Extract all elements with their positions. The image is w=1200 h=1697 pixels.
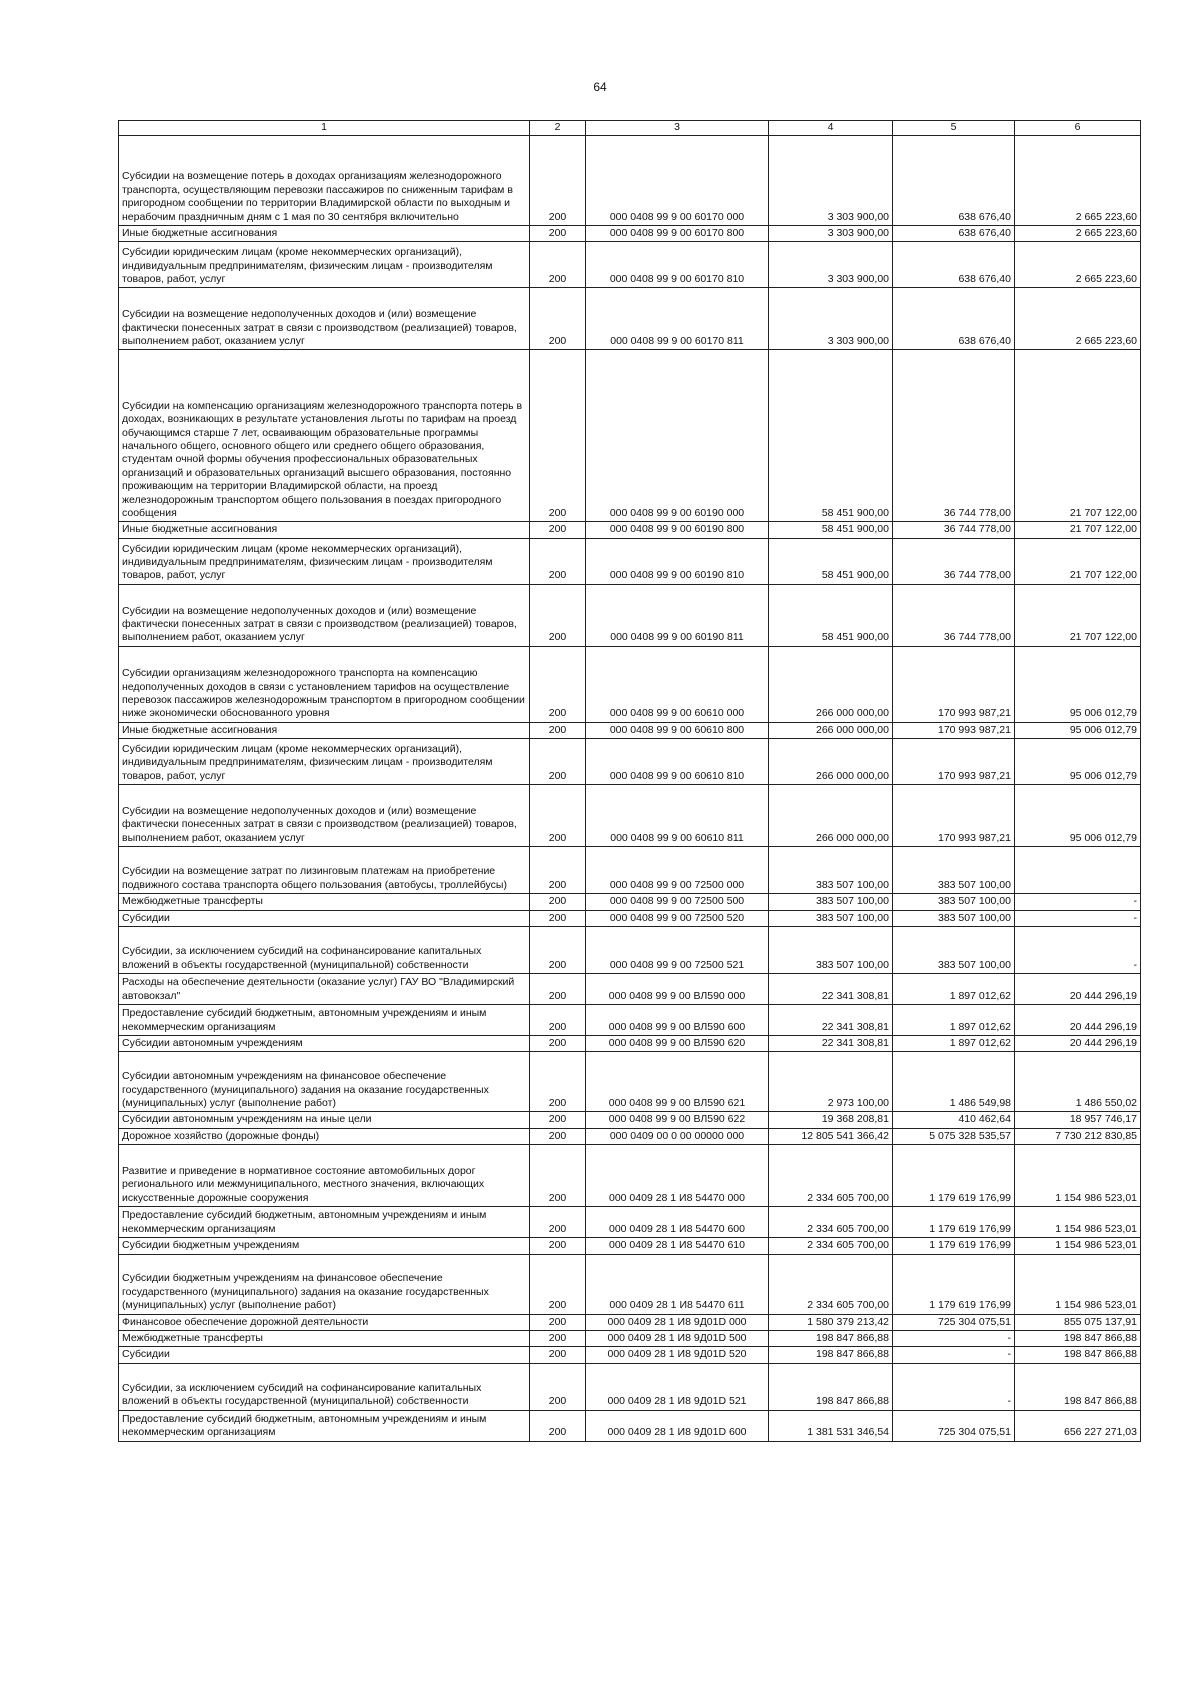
row-classification-code: 000 0408 99 9 00 ВЛ590 000 xyxy=(586,974,769,1005)
row-executed-amount: 383 507 100,00 xyxy=(893,927,1015,974)
table-row xyxy=(119,584,1141,646)
row-approved-amount: 266 000 000,00 xyxy=(769,785,893,847)
table-row xyxy=(119,1036,1141,1052)
row-unexecuted-amount: 20 444 296,19 xyxy=(1015,974,1141,1005)
row-approved-amount: 3 303 900,00 xyxy=(769,242,893,288)
row-admin-code: 200 xyxy=(530,136,586,226)
row-admin-code: 200 xyxy=(530,927,586,974)
row-unexecuted-amount: 198 847 866,88 xyxy=(1015,1363,1141,1410)
row-classification-code: 000 0408 99 9 00 72500 520 xyxy=(586,910,769,926)
row-unexecuted-amount: 1 486 550,02 xyxy=(1015,1052,1141,1112)
row-approved-amount: 198 847 866,88 xyxy=(769,1331,893,1347)
row-description: Субсидии бюджетным учреждениям xyxy=(119,1238,530,1254)
row-classification-code: 000 0408 99 9 00 ВЛ590 622 xyxy=(586,1112,769,1128)
row-description: Субсидии автономным учреждениям xyxy=(119,1036,530,1052)
row-unexecuted-amount: 95 006 012,79 xyxy=(1015,722,1141,738)
row-unexecuted-amount: 95 006 012,79 xyxy=(1015,646,1141,722)
table-row xyxy=(119,226,1141,242)
row-classification-code: 000 0408 99 9 00 60610 811 xyxy=(586,785,769,847)
row-unexecuted-amount: 21 707 122,00 xyxy=(1015,538,1141,584)
row-approved-amount: 12 805 541 366,42 xyxy=(769,1128,893,1144)
row-approved-amount: 58 451 900,00 xyxy=(769,584,893,646)
row-executed-amount: 383 507 100,00 xyxy=(893,847,1015,894)
row-unexecuted-amount: - xyxy=(1015,927,1141,974)
row-approved-amount: 266 000 000,00 xyxy=(769,646,893,722)
row-classification-code: 000 0408 99 9 00 60610 800 xyxy=(586,722,769,738)
row-admin-code: 200 xyxy=(530,646,586,722)
table-row xyxy=(119,242,1141,288)
table-row xyxy=(119,1005,1141,1036)
row-approved-amount: 2 334 605 700,00 xyxy=(769,1145,893,1207)
row-admin-code: 200 xyxy=(530,242,586,288)
row-executed-amount: 1 179 619 176,99 xyxy=(893,1207,1015,1238)
row-executed-amount: 170 993 987,21 xyxy=(893,646,1015,722)
header-cell: 2 xyxy=(530,121,586,136)
row-admin-code: 200 xyxy=(530,1112,586,1128)
row-classification-code: 000 0408 99 9 00 60610 810 xyxy=(586,739,769,785)
row-admin-code: 200 xyxy=(530,1254,586,1314)
row-classification-code: 000 0409 28 1 И8 9Д01D 521 xyxy=(586,1363,769,1410)
row-approved-amount: 1 580 379 213,42 xyxy=(769,1314,893,1330)
header-cell: 5 xyxy=(893,121,1015,136)
table-row xyxy=(119,739,1141,785)
row-approved-amount: 266 000 000,00 xyxy=(769,722,893,738)
row-description: Иные бюджетные ассигнования xyxy=(119,522,530,538)
table-row xyxy=(119,522,1141,538)
table-row xyxy=(119,1410,1141,1441)
table-row xyxy=(119,1128,1141,1144)
row-approved-amount: 2 334 605 700,00 xyxy=(769,1207,893,1238)
row-approved-amount: 266 000 000,00 xyxy=(769,739,893,785)
page-number: 64 xyxy=(593,80,607,94)
row-classification-code: 000 0408 99 9 00 60190 810 xyxy=(586,538,769,584)
row-description: Субсидии бюджетным учреждениям на финансовое обеспечение государственного (муниципального) задания на оказание государственных (муниципальных) услуг (выполнение работ) xyxy=(119,1254,530,1314)
row-unexecuted-amount: 2 665 223,60 xyxy=(1015,288,1141,350)
row-approved-amount: 3 303 900,00 xyxy=(769,226,893,242)
row-executed-amount: 725 304 075,51 xyxy=(893,1410,1015,1441)
row-description: Субсидии на возмещение недополученных доходов и (или) возмещение фактически понесенных затрат в связи с производством (реализацией) товаров, выполнением работ, оказанием услуг xyxy=(119,584,530,646)
row-executed-amount: 36 744 778,00 xyxy=(893,350,1015,522)
header-cell: 4 xyxy=(769,121,893,136)
row-unexecuted-amount: - xyxy=(1015,910,1141,926)
table-row xyxy=(119,974,1141,1005)
row-executed-amount: 383 507 100,00 xyxy=(893,894,1015,910)
row-executed-amount: 1 897 012,62 xyxy=(893,974,1015,1005)
row-admin-code: 200 xyxy=(530,739,586,785)
row-executed-amount: 1 486 549,98 xyxy=(893,1052,1015,1112)
row-admin-code: 200 xyxy=(530,1347,586,1363)
row-description: Межбюджетные трансферты xyxy=(119,894,530,910)
row-unexecuted-amount: - xyxy=(1015,894,1141,910)
row-executed-amount: 170 993 987,21 xyxy=(893,785,1015,847)
row-classification-code: 000 0409 28 1 И8 9Д01D 500 xyxy=(586,1331,769,1347)
row-admin-code: 200 xyxy=(530,1238,586,1254)
row-description: Предоставление субсидий бюджетным, автономным учреждениям и иным некоммерческим организациям xyxy=(119,1207,530,1238)
row-admin-code: 200 xyxy=(530,974,586,1005)
row-admin-code: 200 xyxy=(530,350,586,522)
row-unexecuted-amount: 855 075 137,91 xyxy=(1015,1314,1141,1330)
row-unexecuted-amount: 198 847 866,88 xyxy=(1015,1347,1141,1363)
row-approved-amount: 58 451 900,00 xyxy=(769,522,893,538)
table-row xyxy=(119,1254,1141,1314)
row-approved-amount: 3 303 900,00 xyxy=(769,136,893,226)
row-admin-code: 200 xyxy=(530,584,586,646)
row-admin-code: 200 xyxy=(530,785,586,847)
row-description: Субсидии на возмещение затрат по лизинговым платежам на приобретение подвижного состава транспорта общего пользования (автобусы, троллейбусы) xyxy=(119,847,530,894)
header-cell: 1 xyxy=(119,121,530,136)
row-classification-code: 000 0409 28 1 И8 54470 611 xyxy=(586,1254,769,1314)
row-admin-code: 200 xyxy=(530,1036,586,1052)
budget-table xyxy=(118,120,1141,1442)
row-description: Субсидии, за исключением субсидий на софинансирование капитальных вложений в объекты государственной (муниципальной) собственности xyxy=(119,927,530,974)
row-executed-amount: 36 744 778,00 xyxy=(893,584,1015,646)
row-approved-amount: 1 381 531 346,54 xyxy=(769,1410,893,1441)
row-description: Предоставление субсидий бюджетным, автономным учреждениям и иным некоммерческим организациям xyxy=(119,1410,530,1441)
row-description: Субсидии автономным учреждениям на финансовое обеспечение государственного (муниципального) задания на оказание государственных (муниципальных) услуг (выполнение работ) xyxy=(119,1052,530,1112)
row-approved-amount: 58 451 900,00 xyxy=(769,350,893,522)
row-description: Иные бюджетные ассигнования xyxy=(119,226,530,242)
row-admin-code: 200 xyxy=(530,226,586,242)
table-row xyxy=(119,288,1141,350)
row-approved-amount: 2 334 605 700,00 xyxy=(769,1238,893,1254)
row-description: Субсидии xyxy=(119,910,530,926)
row-unexecuted-amount: 1 154 986 523,01 xyxy=(1015,1207,1141,1238)
row-description: Субсидии юридическим лицам (кроме некоммерческих организаций), индивидуальным предпринимателям, физическим лицам - производителям товаров, работ, услуг xyxy=(119,739,530,785)
row-unexecuted-amount: 21 707 122,00 xyxy=(1015,584,1141,646)
table-row xyxy=(119,1363,1141,1410)
row-classification-code: 000 0409 28 1 И8 54470 610 xyxy=(586,1238,769,1254)
row-admin-code: 200 xyxy=(530,288,586,350)
header-row xyxy=(119,121,1141,136)
row-executed-amount: 36 744 778,00 xyxy=(893,522,1015,538)
row-description: Расходы на обеспечение деятельности (оказание услуг) ГАУ ВО "Владимирский автовокзал" xyxy=(119,974,530,1005)
table-row xyxy=(119,894,1141,910)
table-row xyxy=(119,927,1141,974)
table-row xyxy=(119,1331,1141,1347)
row-description: Субсидии на возмещение недополученных доходов и (или) возмещение фактически понесенных затрат в связи с производством (реализацией) товаров, выполнением работ, оказанием услуг xyxy=(119,288,530,350)
table-row xyxy=(119,785,1141,847)
row-admin-code: 200 xyxy=(530,1052,586,1112)
row-unexecuted-amount: 21 707 122,00 xyxy=(1015,522,1141,538)
row-executed-amount: 638 676,40 xyxy=(893,242,1015,288)
row-executed-amount: 383 507 100,00 xyxy=(893,910,1015,926)
row-executed-amount: 1 179 619 176,99 xyxy=(893,1238,1015,1254)
row-unexecuted-amount: 20 444 296,19 xyxy=(1015,1005,1141,1036)
row-description: Субсидии юридическим лицам (кроме некоммерческих организаций), индивидуальным предпринимателям, физическим лицам - производителям товаров, работ, услуг xyxy=(119,242,530,288)
row-unexecuted-amount: 18 957 746,17 xyxy=(1015,1112,1141,1128)
row-unexecuted-amount: 21 707 122,00 xyxy=(1015,350,1141,522)
row-unexecuted-amount: 95 006 012,79 xyxy=(1015,785,1141,847)
row-admin-code: 200 xyxy=(530,538,586,584)
table-row xyxy=(119,1347,1141,1363)
row-unexecuted-amount: 656 227 271,03 xyxy=(1015,1410,1141,1441)
row-description: Субсидии на возмещение недополученных доходов и (или) возмещение фактически понесенных затрат в связи с производством (реализацией) товаров, выполнением работ, оказанием услуг xyxy=(119,785,530,847)
row-admin-code: 200 xyxy=(530,1207,586,1238)
table-row xyxy=(119,646,1141,722)
row-admin-code: 200 xyxy=(530,1128,586,1144)
row-unexecuted-amount: 2 665 223,60 xyxy=(1015,242,1141,288)
row-unexecuted-amount: 2 665 223,60 xyxy=(1015,136,1141,226)
table-row xyxy=(119,350,1141,522)
table-row xyxy=(119,538,1141,584)
row-description: Финансовое обеспечение дорожной деятельности xyxy=(119,1314,530,1330)
row-description: Развитие и приведение в нормативное состояние автомобильных дорог регионального или межмуниципального, местного значения, включающих искусственные дорожные сооружения xyxy=(119,1145,530,1207)
table-row xyxy=(119,722,1141,738)
row-unexecuted-amount: 7 730 212 830,85 xyxy=(1015,1128,1141,1144)
row-approved-amount: 2 334 605 700,00 xyxy=(769,1254,893,1314)
row-description: Дорожное хозяйство (дорожные фонды) xyxy=(119,1128,530,1144)
row-classification-code: 000 0408 99 9 00 72500 521 xyxy=(586,927,769,974)
table-row xyxy=(119,1052,1141,1112)
row-executed-amount: 1 897 012,62 xyxy=(893,1036,1015,1052)
row-classification-code: 000 0408 99 9 00 72500 500 xyxy=(586,894,769,910)
row-approved-amount: 22 341 308,81 xyxy=(769,1005,893,1036)
row-classification-code: 000 0408 99 9 00 60190 811 xyxy=(586,584,769,646)
row-executed-amount: 1 179 619 176,99 xyxy=(893,1254,1015,1314)
table-row xyxy=(119,1112,1141,1128)
row-classification-code: 000 0409 28 1 И8 9Д01D 520 xyxy=(586,1347,769,1363)
row-classification-code: 000 0408 99 9 00 60170 810 xyxy=(586,242,769,288)
row-classification-code: 000 0408 99 9 00 60190 800 xyxy=(586,522,769,538)
row-executed-amount: - xyxy=(893,1363,1015,1410)
row-admin-code: 200 xyxy=(530,894,586,910)
row-classification-code: 000 0409 28 1 И8 9Д01D 600 xyxy=(586,1410,769,1441)
row-executed-amount: 1 179 619 176,99 xyxy=(893,1145,1015,1207)
row-classification-code: 000 0408 99 9 00 60170 800 xyxy=(586,226,769,242)
row-admin-code: 200 xyxy=(530,1331,586,1347)
table-row xyxy=(119,1314,1141,1330)
row-admin-code: 200 xyxy=(530,847,586,894)
row-approved-amount: 198 847 866,88 xyxy=(769,1363,893,1410)
row-unexecuted-amount: 20 444 296,19 xyxy=(1015,1036,1141,1052)
header-cell: 6 xyxy=(1015,121,1141,136)
row-classification-code: 000 0408 99 9 00 ВЛ590 620 xyxy=(586,1036,769,1052)
row-classification-code: 000 0408 99 9 00 60610 000 xyxy=(586,646,769,722)
row-executed-amount: 638 676,40 xyxy=(893,136,1015,226)
row-classification-code: 000 0408 99 9 00 60170 000 xyxy=(586,136,769,226)
row-executed-amount: 638 676,40 xyxy=(893,288,1015,350)
row-description: Межбюджетные трансферты xyxy=(119,1331,530,1347)
row-approved-amount: 22 341 308,81 xyxy=(769,974,893,1005)
row-approved-amount: 58 451 900,00 xyxy=(769,538,893,584)
table-row xyxy=(119,847,1141,894)
row-classification-code: 000 0408 99 9 00 ВЛ590 621 xyxy=(586,1052,769,1112)
row-executed-amount: - xyxy=(893,1331,1015,1347)
table-row xyxy=(119,1145,1141,1207)
row-approved-amount: 22 341 308,81 xyxy=(769,1036,893,1052)
row-classification-code: 000 0408 99 9 00 72500 000 xyxy=(586,847,769,894)
row-admin-code: 200 xyxy=(530,1314,586,1330)
row-executed-amount: 1 897 012,62 xyxy=(893,1005,1015,1036)
row-approved-amount: 383 507 100,00 xyxy=(769,927,893,974)
row-unexecuted-amount: 1 154 986 523,01 xyxy=(1015,1238,1141,1254)
row-admin-code: 200 xyxy=(530,910,586,926)
row-approved-amount: 2 973 100,00 xyxy=(769,1052,893,1112)
header-cell: 3 xyxy=(586,121,769,136)
row-unexecuted-amount: 198 847 866,88 xyxy=(1015,1331,1141,1347)
row-admin-code: 200 xyxy=(530,1145,586,1207)
row-unexecuted-amount: 95 006 012,79 xyxy=(1015,739,1141,785)
row-approved-amount: 383 507 100,00 xyxy=(769,847,893,894)
row-description: Субсидии юридическим лицам (кроме некоммерческих организаций), индивидуальным предпринимателям, физическим лицам - производителям товаров, работ, услуг xyxy=(119,538,530,584)
table-row xyxy=(119,136,1141,226)
row-description: Субсидии автономным учреждениям на иные цели xyxy=(119,1112,530,1128)
row-classification-code: 000 0408 99 9 00 60170 811 xyxy=(586,288,769,350)
row-classification-code: 000 0409 28 1 И8 9Д01D 000 xyxy=(586,1314,769,1330)
row-unexecuted-amount xyxy=(1015,847,1141,894)
row-executed-amount: 36 744 778,00 xyxy=(893,538,1015,584)
row-classification-code: 000 0409 00 0 00 00000 000 xyxy=(586,1128,769,1144)
row-description: Субсидии организациям железнодорожного транспорта на компенсацию недополученных доходов в связи с установлением тарифов на осуществление перевозок пассажиров железнодорожным транспортом в пригородном сообщении ниже экономически обоснованного уровня xyxy=(119,646,530,722)
row-approved-amount: 383 507 100,00 xyxy=(769,910,893,926)
row-description: Предоставление субсидий бюджетным, автономным учреждениям и иным некоммерческим организациям xyxy=(119,1005,530,1036)
row-admin-code: 200 xyxy=(530,722,586,738)
row-classification-code: 000 0409 28 1 И8 54470 600 xyxy=(586,1207,769,1238)
row-executed-amount: - xyxy=(893,1347,1015,1363)
row-admin-code: 200 xyxy=(530,1363,586,1410)
row-approved-amount: 198 847 866,88 xyxy=(769,1347,893,1363)
row-description: Субсидии, за исключением субсидий на софинансирование капитальных вложений в объекты государственной (муниципальной) собственности xyxy=(119,1363,530,1410)
row-executed-amount: 170 993 987,21 xyxy=(893,739,1015,785)
row-approved-amount: 19 368 208,81 xyxy=(769,1112,893,1128)
row-classification-code: 000 0408 99 9 00 60190 000 xyxy=(586,350,769,522)
table-row xyxy=(119,1207,1141,1238)
row-unexecuted-amount: 1 154 986 523,01 xyxy=(1015,1254,1141,1314)
row-admin-code: 200 xyxy=(530,522,586,538)
row-classification-code: 000 0408 99 9 00 ВЛ590 600 xyxy=(586,1005,769,1036)
row-admin-code: 200 xyxy=(530,1410,586,1441)
row-executed-amount: 170 993 987,21 xyxy=(893,722,1015,738)
row-description: Субсидии на компенсацию организациям железнодорожного транспорта потерь в доходах, возникающих в результате установления льготы по тарифам на проезд обучающимся старше 7 лет, осваивающим образовательные программы начального общего, основного общего или среднего общего образования, студентам очной формы обучения профессиональных образовательных организаций и образовательных организаций высшего образования, постоянно проживающим на территории Владимирской области, на проезд железнодорожным транспортом общего пользования в поездах пригородного сообщения xyxy=(119,350,530,522)
row-description: Субсидии xyxy=(119,1347,530,1363)
row-admin-code: 200 xyxy=(530,1005,586,1036)
row-executed-amount: 410 462,64 xyxy=(893,1112,1015,1128)
row-executed-amount: 725 304 075,51 xyxy=(893,1314,1015,1330)
row-unexecuted-amount: 1 154 986 523,01 xyxy=(1015,1145,1141,1207)
row-approved-amount: 383 507 100,00 xyxy=(769,894,893,910)
row-executed-amount: 5 075 328 535,57 xyxy=(893,1128,1015,1144)
table-row xyxy=(119,910,1141,926)
row-approved-amount: 3 303 900,00 xyxy=(769,288,893,350)
row-executed-amount: 638 676,40 xyxy=(893,226,1015,242)
row-description: Иные бюджетные ассигнования xyxy=(119,722,530,738)
row-classification-code: 000 0409 28 1 И8 54470 000 xyxy=(586,1145,769,1207)
row-unexecuted-amount: 2 665 223,60 xyxy=(1015,226,1141,242)
row-description: Субсидии на возмещение потерь в доходах организациям железнодорожного транспорта, осуществляющим перевозки пассажиров по сниженным тарифам в пригородном сообщении по территории Владимирской области по выходным и нерабочим праздничным дням с 1 мая по 30 сентября включительно xyxy=(119,136,530,226)
table-row xyxy=(119,1238,1141,1254)
